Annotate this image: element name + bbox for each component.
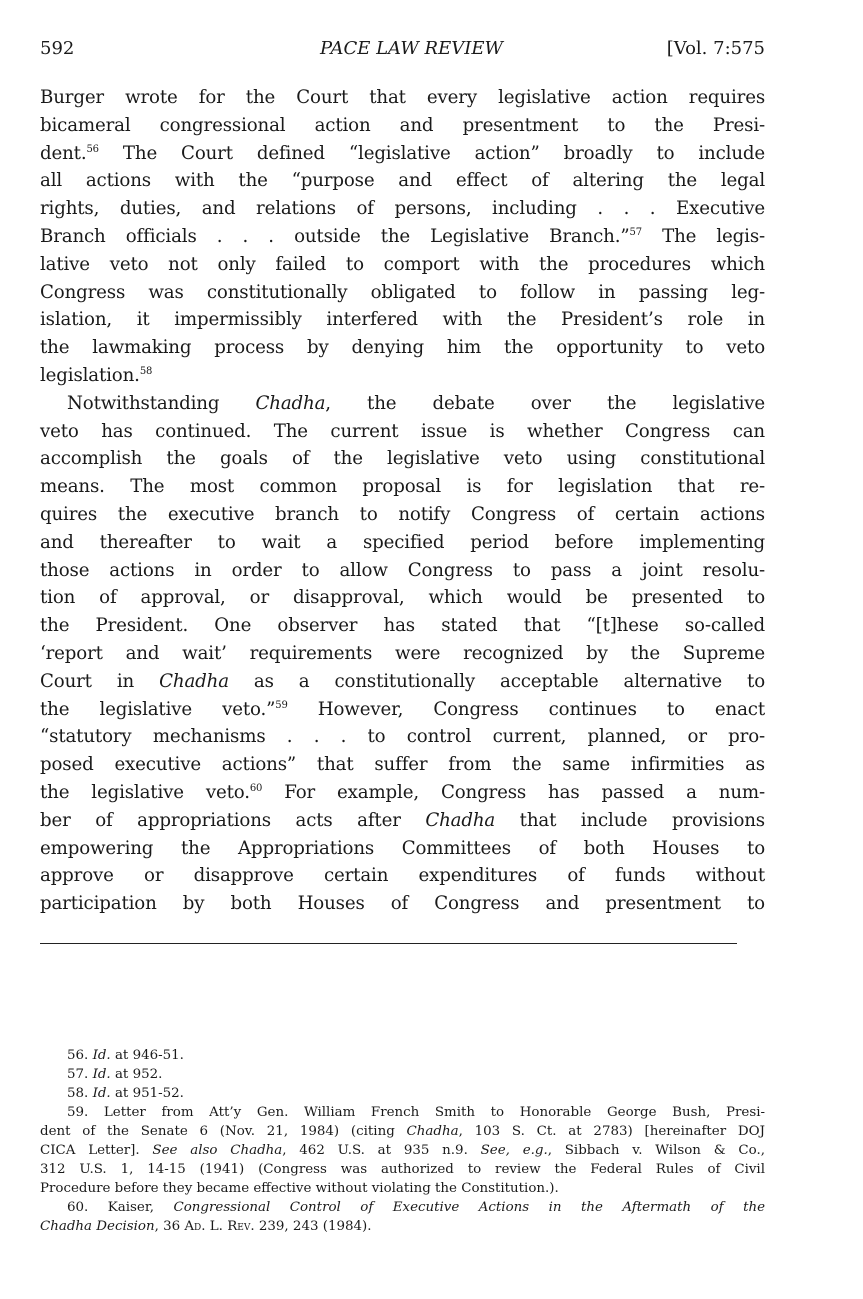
text-run: 239, 243 (1984). [254, 1219, 372, 1234]
running-head-volume: [Vol. 7:575 [666, 38, 765, 59]
footnote-reference: 56 [86, 143, 99, 155]
text-run: those actions in order to allow Congress to pass a joint resolu- [40, 559, 765, 581]
footnote-line [40, 1141, 765, 1160]
text-run: Congressional Control of Executive Actions in the Aftermath of the [173, 1200, 766, 1215]
text-run: Court in [40, 670, 160, 692]
text-run: CICA Letter]. [40, 1143, 153, 1158]
text-run: and thereafter to wait a specified period before implementing [40, 531, 765, 553]
text-run: 60. Kaiser, [67, 1200, 174, 1215]
text-run: The legis- [641, 225, 766, 247]
footnote-reference: 59 [275, 699, 288, 711]
text-run: dent of the Senate 6 (Nov. 21, 1984) (citing [40, 1124, 407, 1139]
footnote-reference: 57 [629, 226, 642, 238]
text-run: See, e.g. [480, 1143, 548, 1158]
text-run: dent. [40, 142, 87, 164]
text-run: 56. [67, 1048, 93, 1063]
body-line [40, 362, 765, 390]
text-run: , 462 U.S. at 935 n.9. [282, 1143, 481, 1158]
running-head-journal: PACE LAW REVIEW [320, 38, 503, 59]
text-run: “statutory mechanisms . . . to control current, planned, or pro- [40, 726, 765, 748]
text-run: 312 U.S. 1, 14-15 (1941) (Congress was authorized to review the Federal Rules of Civil [40, 1162, 765, 1177]
text-run: Id. [92, 1048, 111, 1063]
text-run: , 36 [154, 1219, 185, 1234]
footnote-line [40, 1198, 765, 1217]
text-run: that include provisions [495, 809, 765, 831]
footnote-line [40, 1217, 765, 1236]
body-line [40, 890, 765, 918]
body-line [40, 640, 765, 668]
body-text [40, 84, 765, 918]
text-run: the President. One observer has stated that “[t]hese so-called [40, 615, 765, 637]
text-run: all actions with the “purpose and effect of altering the legal [40, 170, 765, 192]
text-run: the legislative veto.” [40, 698, 276, 720]
body-line [40, 862, 765, 890]
body-line [40, 418, 765, 446]
text-run: at 946-51. [110, 1048, 184, 1063]
text-run: Burger wrote for the Court that every legislative action requires [40, 87, 765, 108]
text-run: tion of approval, or disapproval, which would be presented to [40, 587, 765, 609]
text-run: 59. Letter from Att’y Gen. William French Smith to Honorable George Bush, Presi- [67, 1105, 765, 1120]
body-line [40, 334, 765, 362]
text-run: rights, duties, and relations of persons, including . . . Executive [40, 198, 765, 220]
text-run: Notwithstanding [67, 392, 256, 414]
text-run: legislation. [40, 364, 140, 386]
text-run: accomplish the goals of the legislative veto using constitutional [40, 448, 765, 470]
text-run: Congress was constitutionally obligated to follow in passing leg- [40, 281, 765, 303]
body-line [40, 251, 765, 279]
text-run: as a constitutionally acceptable alternative to [228, 670, 766, 692]
text-run: Procedure before they became effective without violating the Constitution.). [40, 1181, 559, 1196]
text-run: , Sibbach v. Wilson & Co., [547, 1143, 765, 1158]
footnote-reference: 58 [139, 365, 153, 377]
body-line [40, 612, 765, 640]
footnote-divider [40, 943, 737, 944]
footnote-line [40, 1179, 765, 1198]
footnote-line [40, 1103, 765, 1122]
footnote-reference: 60 [249, 782, 263, 794]
text-run: Branch officials . . . outside the Legislative Branch.” [40, 225, 630, 247]
body-line [40, 279, 765, 307]
text-run: 58. [67, 1086, 93, 1101]
text-run: , 103 S. Ct. at 2783) [hereinafter DOJ [458, 1124, 765, 1139]
text-run: For example, Congress has passed a num- [262, 781, 765, 803]
text-run: Chadha [406, 1124, 459, 1139]
footnote-line [40, 1065, 765, 1084]
text-run: Id. [92, 1067, 111, 1082]
text-run: at 951-52. [110, 1086, 184, 1101]
footnote-line [40, 1160, 765, 1179]
body-line [40, 167, 765, 195]
body-line [40, 807, 765, 835]
text-run: at 952. [110, 1067, 163, 1082]
footnote-line [40, 1122, 765, 1141]
text-run: Id. [92, 1086, 111, 1101]
text-run: Chadha [255, 392, 326, 414]
footnotes [40, 1046, 765, 1236]
text-run: ‘report and wait’ requirements were recognized by the Supreme [40, 642, 765, 664]
body-line [40, 390, 765, 418]
text-run: See also Chadha [152, 1143, 283, 1158]
text-run: However, Congress continues to enact [287, 698, 765, 720]
body-line [40, 557, 765, 585]
text-run: quires the executive branch to notify Congress of certain actions [40, 503, 765, 525]
body-line [40, 140, 765, 168]
text-run: veto has continued. The current issue is whether Congress can [40, 420, 765, 442]
page-number: 592 [40, 38, 75, 59]
text-run: Chadha [425, 809, 496, 831]
text-run: empowering the Appropriations Committees of both Houses to [40, 837, 765, 859]
text-run: the legislative veto. [40, 781, 250, 803]
body-line [40, 584, 765, 612]
footnote-line [40, 1084, 765, 1103]
text-run: The Court defined “legislative action” broadly to include [98, 142, 765, 164]
text-run: islation, it impermissibly interfered with the President’s role in [40, 309, 765, 331]
text-run: approve or disapprove certain expenditures of funds without [40, 865, 765, 887]
body-line [40, 668, 765, 696]
footnote-line [40, 1046, 765, 1065]
body-line [40, 306, 765, 334]
text-run: Ad. L. Rev. [184, 1219, 255, 1234]
body-line [40, 835, 765, 863]
body-line [40, 112, 765, 140]
text-run: lative veto not only failed to comport with the procedures which [40, 253, 765, 275]
text-run: the lawmaking process by denying him the opportunity to veto [40, 337, 765, 359]
text-run: participation by both Houses of Congress and presentment to [40, 893, 765, 915]
body-line [40, 195, 765, 223]
text-run: means. The most common proposal is for legislation that re- [40, 476, 765, 498]
text-run: Chadha [159, 670, 229, 692]
text-run: bicameral congressional action and presentment to the Presi- [40, 114, 765, 136]
body-line [40, 84, 765, 112]
body-line [40, 501, 765, 529]
body-line [40, 445, 765, 473]
body-line [40, 751, 765, 779]
body-line [40, 529, 765, 557]
text-run: , the debate over the legislative [325, 392, 765, 414]
text-run: posed executive actions” that suffer from the same infirmities as [40, 754, 765, 776]
text-run: 57. [67, 1067, 93, 1082]
body-line [40, 473, 765, 501]
body-line [40, 779, 765, 807]
body-line [40, 723, 765, 751]
body-line [40, 696, 765, 724]
text-run: ber of appropriations acts after [40, 809, 426, 831]
text-run: Chadha Decision [40, 1219, 155, 1234]
body-line [40, 223, 765, 251]
